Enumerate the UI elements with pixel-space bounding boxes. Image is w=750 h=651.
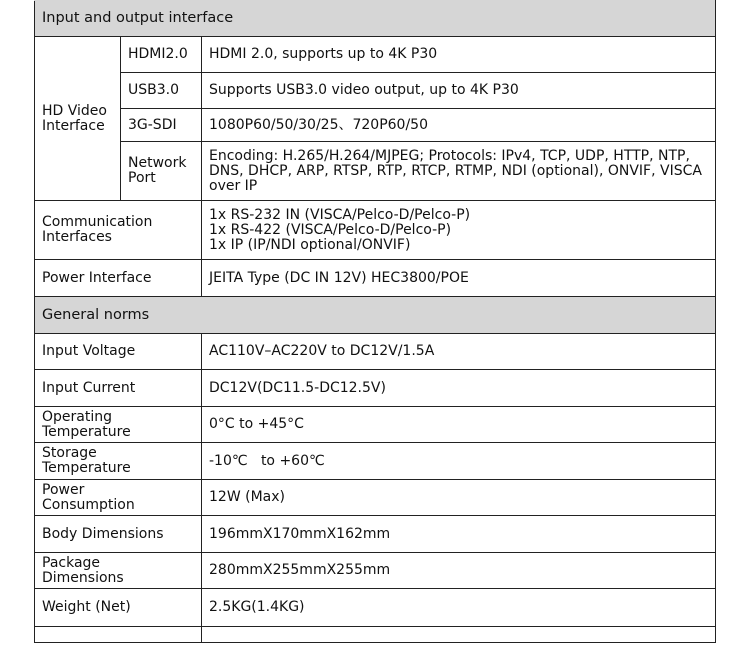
row-sublabel: 3G-SDI (121, 109, 202, 142)
row-label: Storage Temperature (35, 443, 202, 480)
row-value: Encoding: H.265/H.264/MJPEG; Protocols: IPv4, TCP, UDP, HTTP, NTP, DNS, DHCP, ARP, RTSP, RTP, RTCP, RTMP, NDI (optional), ONVIF, VISCA over IP (202, 142, 716, 201)
table-row (35, 73, 716, 109)
row-label: Weight (Net) (35, 589, 202, 627)
row-value: -10℃ to +60℃ (202, 443, 716, 480)
row-sublabel: Network Port (121, 142, 202, 201)
row-value: 196mmX170mmX162mm (202, 516, 716, 553)
row-value: HDMI 2.0, supports up to 4K P30 (202, 37, 716, 73)
row-value: 2.5KG(1.4KG) (202, 589, 716, 627)
row-value: 280mmX255mmX255mm (202, 553, 716, 589)
table-row (35, 201, 716, 260)
row-label: Input Current (35, 370, 202, 407)
row-value: 1080P60/50/30/25、720P60/50 (202, 109, 716, 142)
row-value: 12W (Max) (202, 480, 716, 516)
table-row (35, 142, 716, 201)
row-value: AC110V–AC220V to DC12V/1.5A (202, 334, 716, 370)
table-row (35, 553, 716, 589)
table-row (35, 516, 716, 553)
row-label: Operating Temperature (35, 407, 202, 443)
row-value: Supports USB3.0 video output, up to 4K P30 (202, 73, 716, 109)
table-row (35, 37, 716, 73)
table-row (35, 260, 716, 297)
row-value: 1x RS-232 IN (VISCA/Pelco-D/Pelco-P) 1x RS-422 (VISCA/Pelco-D/Pelco-P) 1x IP (IP/NDI optional/ONVIF) (202, 201, 716, 260)
table-row (35, 334, 716, 370)
row-label: Communication Interfaces (35, 201, 202, 260)
row-label: HD Video Interface (35, 37, 121, 201)
row-value: 0°C to +45°C (202, 407, 716, 443)
table-row-empty (35, 627, 716, 643)
table-row (35, 480, 716, 516)
row-value: JEITA Type (DC IN 12V) HEC3800/POE (202, 260, 716, 297)
row-label: Power Interface (35, 260, 202, 297)
row-label: Body Dimensions (35, 516, 202, 553)
row-value: DC12V(DC11.5-DC12.5V) (202, 370, 716, 407)
section-header-general (35, 297, 716, 334)
empty-cell (35, 627, 202, 643)
table-row (35, 370, 716, 407)
section-title: Input and output interface (35, 1, 716, 37)
table-row (35, 443, 716, 480)
row-label: Power Consumption (35, 480, 202, 516)
row-sublabel: HDMI2.0 (121, 37, 202, 73)
table-row (35, 407, 716, 443)
section-title: General norms (35, 297, 716, 334)
table-row (35, 589, 716, 627)
section-header-io (35, 1, 716, 37)
row-label: Package Dimensions (35, 553, 202, 589)
empty-cell (202, 627, 716, 643)
row-label: Input Voltage (35, 334, 202, 370)
table-row (35, 109, 716, 142)
spec-table (34, 0, 716, 643)
row-sublabel: USB3.0 (121, 73, 202, 109)
